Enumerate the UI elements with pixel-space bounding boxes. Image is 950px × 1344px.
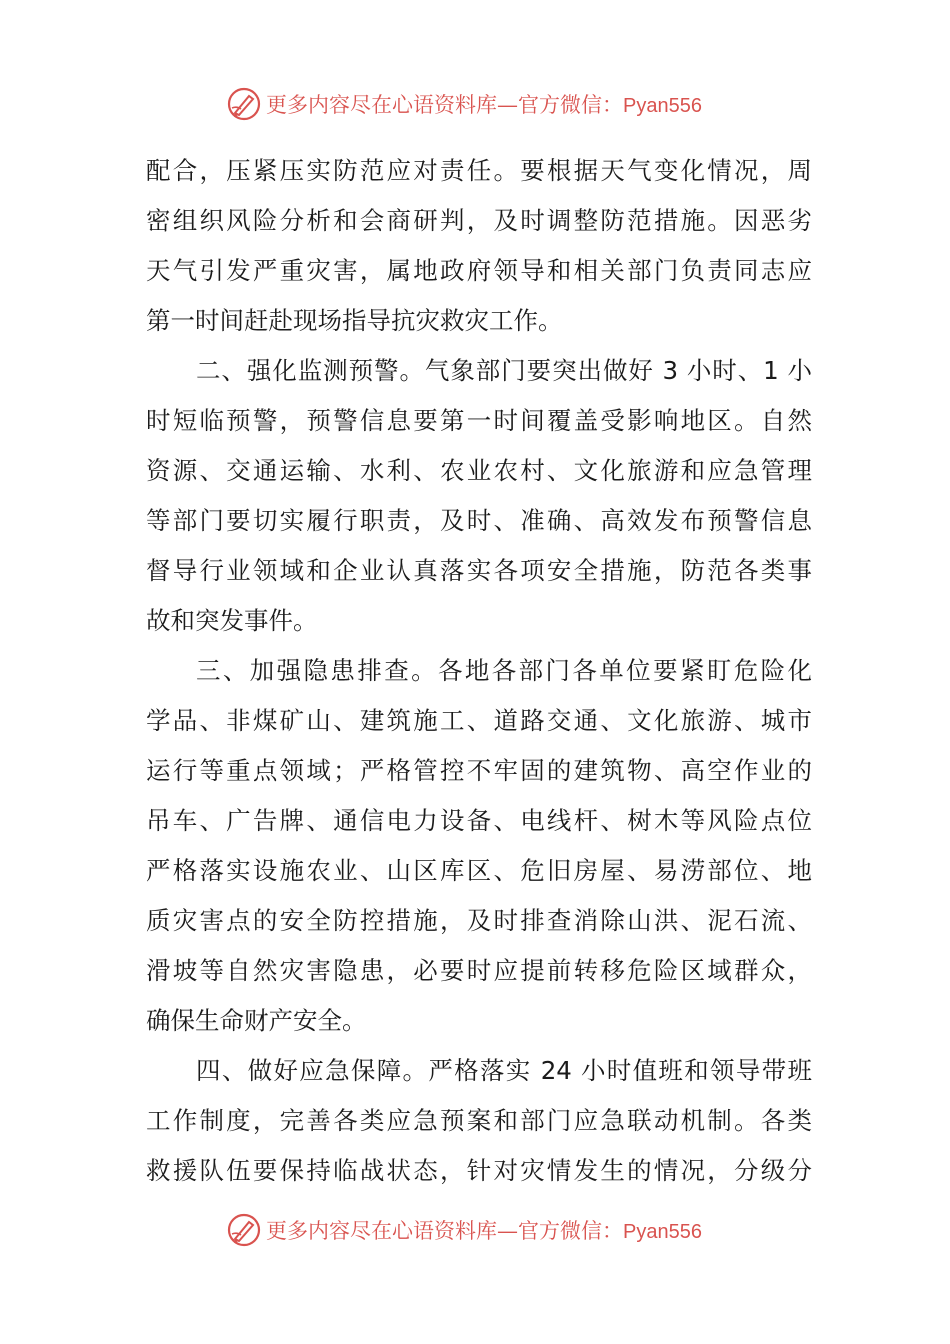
- text-line: 资源、交通运输、水利、农业农村、文化旅游和应急管理: [146, 456, 812, 485]
- text-line: 等部门要切实履行职责，及时、准确、高效发布预警信息: [146, 506, 812, 535]
- text-line: 配合，压紧压实防范应对责任。要根据天气变化情况，周: [146, 156, 812, 185]
- text-line: 学品、非煤矿山、建筑施工、道路交通、文化旅游、城市: [146, 706, 812, 735]
- text-line: 确保生命财产安全。: [146, 1006, 367, 1035]
- watermark-banner-top: [226, 84, 746, 124]
- watermark-text: 更多内容尽在心语资料库—官方微信：Pyan556: [266, 93, 702, 117]
- text-line: 救援队伍要保持临战状态，针对灾情发生的情况，分级分: [146, 1156, 812, 1185]
- text-line: 故和突发事件。: [146, 606, 318, 635]
- pen-logo-icon: [226, 1212, 262, 1248]
- pen-logo-icon: [226, 86, 262, 122]
- text-line: 滑坡等自然灾害隐患，必要时应提前转移危险区域群众，: [146, 956, 812, 985]
- text-line: 密组织风险分析和会商研判，及时调整防范措施。因恶劣: [146, 206, 812, 235]
- section-heading-line: 二、强化监测预警。气象部门要突出做好 3 小时、1 小: [196, 356, 812, 385]
- text-line: 第一时间赶赴现场指导抗灾救灾工作。: [146, 306, 563, 335]
- text-line: 天气引发严重灾害，属地政府领导和相关部门负责同志应: [146, 256, 812, 285]
- text-line: 质灾害点的安全防控措施，及时排查消除山洪、泥石流、: [146, 906, 812, 935]
- document-body: [146, 146, 812, 1196]
- watermark-banner-bottom: [226, 1210, 746, 1250]
- section-heading-line: 四、做好应急保障。严格落实 24 小时值班和领导带班: [196, 1056, 812, 1085]
- text-line: 时短临预警，预警信息要第一时间覆盖受影响地区。自然: [146, 406, 812, 435]
- watermark-text: 更多内容尽在心语资料库—官方微信：Pyan556: [266, 1219, 702, 1243]
- section-heading-line: 三、加强隐患排查。各地各部门各单位要紧盯危险化: [196, 656, 812, 685]
- text-line: 运行等重点领域；严格管控不牢固的建筑物、高空作业的: [146, 756, 812, 785]
- text-line: 严格落实设施农业、山区库区、危旧房屋、易涝部位、地: [146, 856, 812, 885]
- text-line: 工作制度，完善各类应急预案和部门应急联动机制。各类: [146, 1106, 812, 1135]
- text-line: 督导行业领域和企业认真落实各项安全措施，防范各类事: [146, 556, 812, 585]
- text-line: 吊车、广告牌、通信电力设备、电线杆、树木等风险点位: [146, 806, 812, 835]
